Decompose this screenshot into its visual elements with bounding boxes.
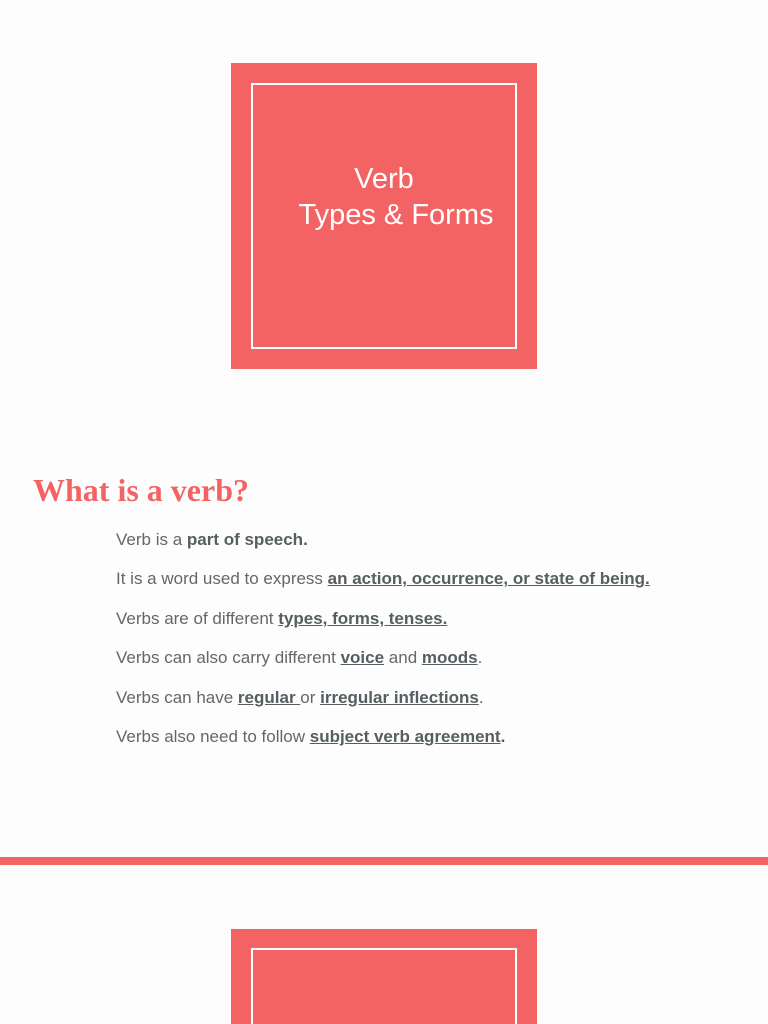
regular-link[interactable]: regular	[237, 687, 301, 707]
subject-verb-agreement-link[interactable]: subject verb agreement	[309, 726, 501, 746]
irregular-inflections-link[interactable]: irregular inflections	[320, 687, 479, 707]
part-of-speech-text: part of speech.	[186, 530, 308, 549]
title-line-verb: Verb	[354, 163, 414, 195]
list-item: Verbs are of different types, forms, tenses.	[116, 608, 448, 628]
list-item: Verbs can also carry different voice and moods.	[116, 648, 483, 668]
verb-definition-list	[116, 530, 650, 766]
list-item: It is a word used to express an action, occurrence, or state of being.	[116, 569, 650, 589]
next-slide-card	[231, 929, 537, 1024]
next-slide-card-frame	[251, 948, 517, 1024]
list-item: Verb is a part of speech.	[116, 530, 308, 549]
moods-link[interactable]: moods	[421, 648, 478, 668]
action-occurrence-link[interactable]: an action, occurrence, or state of being.	[327, 569, 650, 589]
section-divider	[0, 857, 768, 865]
title-line-types-forms: Types & Forms	[298, 199, 494, 231]
voice-link[interactable]: voice	[340, 648, 385, 668]
types-forms-tenses-link[interactable]: types, forms, tenses.	[278, 608, 448, 628]
title-card	[231, 63, 537, 369]
list-item: Verbs can have regular or irregular inflections.	[116, 687, 484, 707]
list-item: Verbs also need to follow subject verb agreement.	[116, 726, 506, 746]
section-heading: What is a verb?	[33, 472, 249, 508]
